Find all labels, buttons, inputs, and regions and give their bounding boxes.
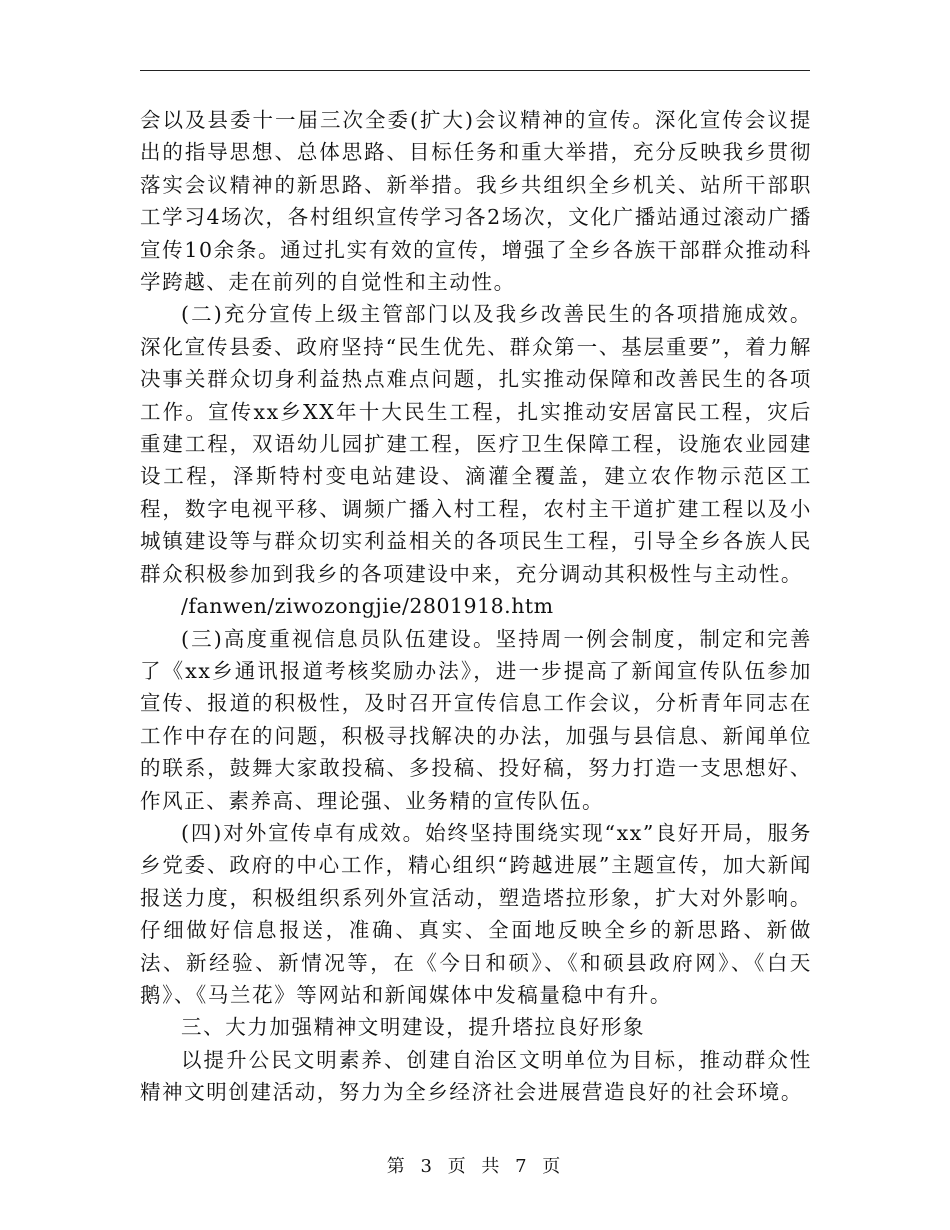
paragraph-4: (四)对外宣传卓有成效。始终坚持围绕实现“xx”良好开局，服务乡党委、政府的中心工作，精心组织“跨越进展”主题宣传，加大新闻报送力度，积极组织系列外宣活动，塑造塔拉形象，扩大对外影响。仔细做好信息报送，准确、真实、全面地反映全乡的新思路、新做法、新经验、新情况等，在《今日和硕》、《和硕县政府网》、《白天鹅》、《马兰花》等网站和新闻媒体中发稿量稳中有升。: [140, 820, 812, 1007]
section-heading: 三、大力加强精神文明建设，提升塔拉良好形象: [181, 1015, 646, 1040]
paragraph-1: 会以及县委十一届三次全委(扩大)会议精神的宣传。深化宣传会议提出的指导思想、总体思路、目标任务和重大举措，充分反映我乡贯彻落实会议精神的新思路、新举措。我乡共组织全乡机关、站所干部职工学习4场次，各村组织宣传学习各2场次，文化广播站通过滚动广播宣传10余条。通过扎实有效的宣传，增强了全乡各族干部群众推动科学跨越、走在前列的自觉性和主动性。: [140, 108, 812, 295]
header-rule: [140, 70, 810, 71]
document-body: [140, 104, 812, 1109]
paragraph-5: 以提升公民文明素养、创建自治区文明单位为目标，推动群众性精神文明创建活动，努力为全乡经济社会进展营造良好的社会环境。: [140, 1047, 812, 1105]
paragraph-2: (二)充分宣传上级主管部门以及我乡改善民生的各项措施成效。深化宣传县委、政府坚持“民生优先、群众第一、基层重要”，着力解决事关群众切身利益热点难点问题，扎实推动保障和改善民生的各项工作。宣传xx乡XX年十大民生工程，扎实推动安居富民工程，灾后重建工程，双语幼儿园扩建工程，医疗卫生保障工程，设施农业园建设工程，泽斯特村变电站建设、滴灌全覆盖，建立农作物示范区工程，数字电视平移、调频广播入村工程，农村主干道扩建工程以及小城镇建设等与群众切实利益相关的各项民生工程，引导全乡各族人民群众积极参加到我乡的各项建设中来，充分调动其积极性与主动性。: [140, 302, 812, 586]
page-number: 第 3 页 共 7 页: [386, 1156, 564, 1177]
paragraph-3: (三)高度重视信息员队伍建设。坚持周一例会制度，制定和完善了《xx乡通讯报道考核奖励办法》，进一步提高了新闻宣传队伍参加宣传、报道的积极性，及时召开宣传信息工作会议，分析青年同志在工作中存在的问题，积极寻找解决的办法，加强与县信息、新闻单位的联系，鼓舞大家敢投稿、多投稿、投好稿，努力打造一支思想好、作风正、素养高、理论强、业务精的宣传队伍。: [140, 626, 812, 813]
source-url-text: /fanwen/ziwozongjie/2801918.htm: [181, 594, 554, 619]
